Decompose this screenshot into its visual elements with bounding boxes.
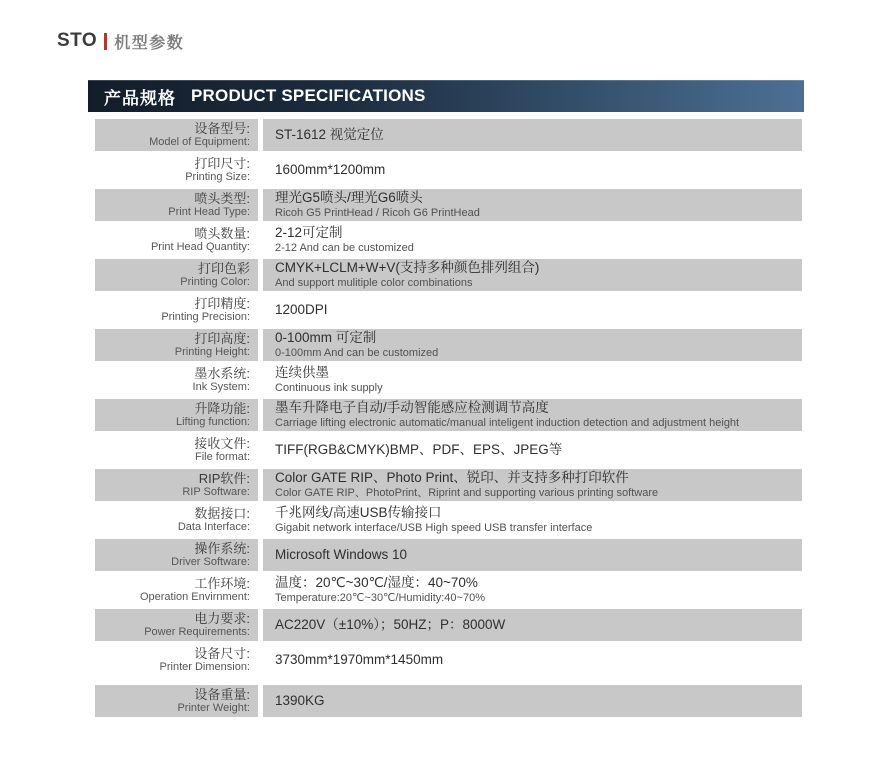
row-label-en: Data Interface:: [177, 521, 250, 533]
row-label-en: Power Requirements:: [144, 626, 250, 638]
row-label-zh: 设备型号:: [194, 121, 250, 136]
row-label-zh: 打印高度:: [194, 331, 250, 346]
row-value: [263, 685, 802, 717]
row-label: [95, 294, 258, 326]
row-value-zh: 墨车升降电子自动/手动智能感应检测调节高度: [275, 400, 549, 415]
row-value-zh: 理光G5喷头/理光G6喷头: [275, 190, 423, 205]
row-label-en: Lifting function:: [176, 416, 250, 428]
row-label-en: RIP Software:: [182, 486, 250, 498]
row-value: [263, 574, 802, 606]
row-label-en: Printing Color:: [180, 276, 250, 288]
row-value: [263, 189, 802, 221]
table-row: [95, 364, 804, 396]
row-value: [263, 469, 802, 501]
row-label-en: Printer Dimension:: [159, 661, 250, 673]
row-value-zh: 温度：20℃~30℃/湿度：40~70%: [275, 575, 478, 590]
section-title-zh: 产品规格: [104, 88, 176, 108]
row-value: [263, 329, 802, 361]
page-subtitle: 机型参数: [114, 34, 185, 52]
row-label-en: Print Head Type:: [168, 206, 250, 218]
row-label-en: Model of Equipment:: [149, 136, 250, 148]
row-label-en: Printing Precision:: [161, 311, 250, 323]
row-value-zh: 1200DPI: [275, 302, 328, 317]
spec-rows: [88, 119, 804, 717]
row-value: [263, 434, 802, 466]
row-value: [263, 609, 802, 641]
row-label: [95, 539, 258, 571]
table-row: [95, 154, 804, 186]
row-label-zh: 打印尺寸:: [194, 156, 250, 171]
row-value-en: Carriage lifting electronic automatic/manual inteligent induction detection and adjustment height: [275, 417, 740, 429]
table-row: [95, 259, 804, 291]
row-label: [95, 609, 258, 641]
row-label-zh: 设备尺寸:: [194, 646, 250, 661]
row-value: [263, 259, 802, 291]
row-label-zh: 设备重量:: [194, 687, 250, 702]
row-value-zh: AC220V（±10%）；50HZ；P：8000W: [275, 617, 506, 632]
row-value-en: 0-100mm And can be customized: [275, 347, 439, 359]
table-row: [95, 539, 804, 571]
table-row: [95, 609, 804, 641]
table-row: [95, 294, 804, 326]
row-label-en: Printing Height:: [174, 346, 250, 358]
row-label: [95, 399, 258, 431]
row-value-en: Color GATE RIP、PhotoPrint、Riprint and supporting various printing software: [275, 487, 659, 499]
table-row: [95, 329, 804, 361]
row-label-en: Print Head Quantity:: [150, 241, 250, 253]
page: [0, 30, 896, 717]
table-row: [95, 434, 804, 466]
row-label: [95, 574, 258, 606]
table-row: [95, 574, 804, 606]
row-label: [95, 469, 258, 501]
row-label-zh: 工作环境:: [194, 576, 250, 591]
row-label-zh: 打印精度:: [194, 296, 250, 311]
row-label: [95, 364, 258, 396]
table-row: [95, 224, 804, 256]
row-value-en: Ricoh G5 PrintHead / Ricoh G6 PrintHead: [275, 207, 480, 219]
table-row: [95, 644, 804, 676]
row-label-en: Printer Weight:: [177, 702, 250, 714]
row-value-zh: 2-12可定制: [275, 225, 343, 240]
row-value: [263, 504, 802, 536]
row-label-zh: RIP软件:: [198, 471, 250, 486]
row-value-zh: Microsoft Windows 10: [275, 547, 408, 562]
row-label-en: File format:: [194, 451, 250, 463]
row-value: [263, 154, 802, 186]
row-value: [263, 294, 802, 326]
row-label-zh: 电力要求:: [194, 611, 250, 626]
row-value: [263, 539, 802, 571]
row-label: [95, 224, 258, 256]
spec-table: [88, 80, 804, 717]
table-row: [95, 469, 804, 501]
row-label: [95, 259, 258, 291]
table-row: [95, 504, 804, 536]
row-value-en: Temperature:20℃~30℃/Humidity:40~70%: [275, 592, 485, 604]
row-label: [95, 154, 258, 186]
row-label-zh: 喷头类型:: [194, 191, 250, 206]
row-value-zh: CMYK+LCLM+W+V(支持多种颜色排列组合): [275, 260, 540, 275]
section-title-en: PRODUCT SPECIFICATIONS: [191, 86, 426, 105]
row-value: [263, 399, 802, 431]
row-label: [95, 504, 258, 536]
section-title-bar: [88, 80, 804, 112]
table-row: [95, 685, 804, 717]
row-label-zh: 打印色彩: [197, 261, 250, 276]
row-label-zh: 接收文件:: [194, 436, 250, 451]
row-value-en: Gigabit network interface/USB High speed USB transfer interface: [275, 522, 593, 534]
row-label: [95, 119, 258, 151]
row-value: [263, 644, 802, 676]
table-row: [95, 119, 804, 151]
row-label-zh: 墨水系统:: [194, 366, 250, 381]
row-value-en: And support mulitiple color combinations: [275, 277, 473, 289]
table-row: [95, 399, 804, 431]
row-value-zh: TIFF(RGB&CMYK)BMP、PDF、EPS、JPEG等: [275, 442, 563, 457]
row-label-en: Ink System:: [192, 381, 250, 393]
page-header: [57, 30, 896, 52]
row-value: [263, 364, 802, 396]
row-label-zh: 操作系统:: [194, 541, 250, 556]
row-label-en: Printing Size:: [185, 171, 250, 183]
table-row: [95, 189, 804, 221]
row-label: [95, 685, 258, 717]
row-value: [263, 224, 802, 256]
row-label-en: Driver Software:: [171, 556, 250, 568]
row-value-zh: 1600mm*1200mm: [275, 162, 386, 177]
row-value-zh: Color GATE RIP、Photo Print、锐印、并支持多种打印软件: [275, 470, 629, 485]
row-value-en: Continuous ink supply: [275, 382, 383, 394]
row-value-zh: 1390KG: [275, 693, 325, 708]
row-value-zh: 0-100mm 可定制: [275, 330, 377, 345]
row-label: [95, 434, 258, 466]
brand-divider: [104, 33, 107, 50]
brand-logo: STO: [57, 30, 98, 51]
row-value: [263, 119, 802, 151]
row-label: [95, 644, 258, 676]
row-label: [95, 329, 258, 361]
row-value-zh: ST-1612 视觉定位: [275, 127, 384, 142]
row-label-zh: 数据接口:: [194, 506, 250, 521]
row-label-en: Operation Envirnment:: [139, 591, 250, 603]
row-label: [95, 189, 258, 221]
row-value-zh: 连续供墨: [275, 365, 329, 380]
row-label-zh: 喷头数量:: [194, 226, 250, 241]
row-label-zh: 升降功能:: [194, 401, 250, 416]
row-value-zh: 3730mm*1970mm*1450mm: [275, 652, 444, 667]
row-value-en: 2-12 And can be customized: [275, 242, 414, 254]
row-value-zh: 千兆网线/高速USB传输接口: [275, 505, 442, 520]
